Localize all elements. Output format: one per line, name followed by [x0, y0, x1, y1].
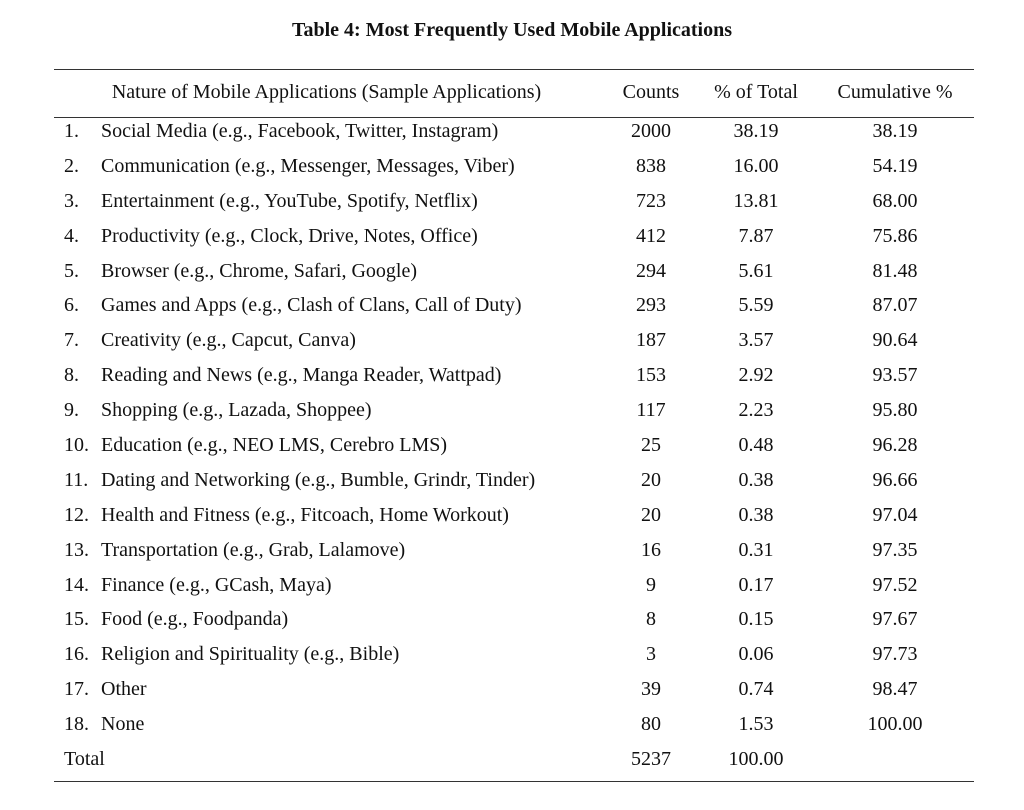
header-cumulative: Cumulative % — [837, 81, 953, 103]
row-counts: 412 — [636, 224, 666, 247]
row-label: Creativity (e.g., Capcut, Canva) — [101, 329, 356, 352]
table-bottom-rule — [54, 781, 974, 782]
row-pct: 0.06 — [738, 643, 774, 666]
table-row — [0, 602, 1024, 637]
row-label: Dating and Networking (e.g., Bumble, Grindr, Tinder) — [101, 468, 536, 491]
row-pct: 0.38 — [738, 503, 774, 526]
row-cumulative: 100.00 — [867, 713, 923, 736]
row-cumulative: 97.52 — [872, 573, 918, 596]
row-counts: 16 — [641, 538, 661, 561]
row-counts: 117 — [636, 399, 666, 422]
total-label: Total — [64, 748, 105, 771]
row-number: 7. — [64, 329, 79, 352]
row-counts: 2000 — [631, 120, 671, 142]
table-row — [0, 149, 1024, 184]
row-cumulative: 90.64 — [872, 329, 918, 352]
header-counts: Counts — [622, 81, 680, 103]
row-pct: 0.38 — [738, 468, 774, 491]
table-row — [0, 323, 1024, 358]
row-counts: 838 — [636, 154, 666, 177]
row-pct: 0.17 — [738, 573, 774, 596]
row-label: Food (e.g., Foodpanda) — [101, 608, 289, 631]
row-pct: 3.57 — [738, 329, 774, 352]
row-number: 11. — [64, 468, 89, 491]
row-cumulative: 96.28 — [872, 434, 918, 457]
row-label: Health and Fitness (e.g., Fitcoach, Home Workout) — [101, 503, 509, 526]
row-counts: 294 — [636, 259, 666, 282]
table-row — [0, 498, 1024, 533]
row-cumulative: 68.00 — [872, 189, 918, 212]
row-label: Other — [101, 678, 147, 701]
row-label: Finance (e.g., GCash, Maya) — [101, 573, 332, 596]
table-row — [0, 254, 1024, 289]
row-number: 10. — [64, 434, 89, 457]
row-pct: 38.19 — [733, 120, 779, 142]
row-number: 8. — [64, 364, 79, 387]
row-pct: 2.92 — [738, 364, 774, 387]
row-label: Education (e.g., NEO LMS, Cerebro LMS) — [101, 434, 448, 457]
row-number: 5. — [64, 259, 79, 282]
table-row — [0, 428, 1024, 463]
row-number: 4. — [64, 224, 79, 247]
table-body — [0, 114, 1024, 777]
row-pct: 0.31 — [738, 538, 774, 561]
table-row — [0, 114, 1024, 149]
table-row — [0, 533, 1024, 568]
table-row — [0, 184, 1024, 219]
row-label: Reading and News (e.g., Manga Reader, Wattpad) — [101, 364, 502, 387]
row-pct: 0.74 — [738, 678, 774, 701]
row-pct: 7.87 — [738, 224, 774, 247]
row-label: Communication (e.g., Messenger, Messages, Viber) — [101, 154, 515, 177]
row-pct: 0.15 — [738, 608, 774, 631]
table-row — [0, 637, 1024, 672]
row-cumulative: 87.07 — [872, 294, 918, 317]
row-number: 15. — [64, 608, 89, 631]
row-label: Entertainment (e.g., YouTube, Spotify, Netflix) — [101, 189, 478, 212]
table-row — [0, 288, 1024, 323]
table-caption: Table 4: Most Frequently Used Mobile Applications — [291, 19, 733, 41]
row-counts: 293 — [636, 294, 666, 317]
row-pct: 5.61 — [738, 259, 774, 282]
row-cumulative: 97.73 — [872, 643, 918, 666]
row-counts: 20 — [641, 503, 661, 526]
row-pct: 13.81 — [733, 189, 779, 212]
row-counts: 20 — [641, 468, 661, 491]
row-counts: 39 — [641, 678, 661, 701]
table-row — [0, 358, 1024, 393]
row-label: Social Media (e.g., Facebook, Twitter, Instagram) — [101, 120, 499, 142]
row-cumulative: 96.66 — [872, 468, 918, 491]
header-nature: Nature of Mobile Applications (Sample Applications) — [111, 81, 542, 103]
row-cumulative: 75.86 — [872, 224, 918, 247]
row-cumulative: 97.67 — [872, 608, 918, 631]
row-pct: 5.59 — [738, 294, 774, 317]
row-counts: 9 — [646, 573, 656, 596]
row-cumulative: 38.19 — [872, 120, 918, 142]
row-label: Religion and Spirituality (e.g., Bible) — [101, 643, 400, 666]
row-label: Games and Apps (e.g., Clash of Clans, Call of Duty) — [101, 294, 522, 317]
row-counts: 80 — [641, 713, 661, 736]
row-number: 13. — [64, 538, 89, 561]
row-cumulative: 81.48 — [872, 259, 918, 282]
row-number: 6. — [64, 294, 79, 317]
total-counts: 5237 — [631, 748, 671, 771]
table-row — [0, 393, 1024, 428]
row-pct: 1.53 — [738, 713, 774, 736]
row-cumulative: 54.19 — [872, 154, 918, 177]
row-counts: 3 — [646, 643, 656, 666]
table-total-row — [0, 742, 1024, 777]
row-pct: 0.48 — [738, 434, 774, 457]
table-row — [0, 707, 1024, 742]
row-counts: 723 — [636, 189, 666, 212]
row-number: 14. — [64, 573, 89, 596]
row-number: 2. — [64, 154, 79, 177]
row-number: 3. — [64, 189, 79, 212]
row-label: Browser (e.g., Chrome, Safari, Google) — [101, 259, 418, 282]
row-label: Shopping (e.g., Lazada, Shoppee) — [101, 399, 372, 422]
table-header-row — [0, 75, 1024, 109]
row-number: 1. — [64, 120, 79, 142]
row-number: 18. — [64, 713, 89, 736]
row-pct: 16.00 — [733, 154, 779, 177]
table-top-rule — [54, 69, 974, 70]
row-number: 12. — [64, 503, 89, 526]
row-label: None — [101, 713, 145, 736]
table-row — [0, 568, 1024, 603]
row-cumulative: 95.80 — [872, 399, 918, 422]
row-counts: 153 — [636, 364, 666, 387]
table-row — [0, 672, 1024, 707]
row-cumulative: 98.47 — [872, 678, 918, 701]
row-counts: 25 — [641, 434, 661, 457]
table-row — [0, 463, 1024, 498]
row-counts: 187 — [636, 329, 666, 352]
row-cumulative: 93.57 — [872, 364, 918, 387]
total-pct: 100.00 — [728, 748, 784, 771]
header-pct-total: % of Total — [714, 81, 798, 103]
row-number: 16. — [64, 643, 89, 666]
row-number: 9. — [64, 399, 79, 422]
row-cumulative: 97.35 — [872, 538, 918, 561]
row-label: Productivity (e.g., Clock, Drive, Notes, Office) — [101, 224, 478, 247]
row-cumulative: 97.04 — [872, 503, 918, 526]
row-label: Transportation (e.g., Grab, Lalamove) — [101, 538, 406, 561]
row-pct: 2.23 — [738, 399, 774, 422]
table-row — [0, 219, 1024, 254]
row-number: 17. — [64, 678, 89, 701]
row-counts: 8 — [646, 608, 656, 631]
